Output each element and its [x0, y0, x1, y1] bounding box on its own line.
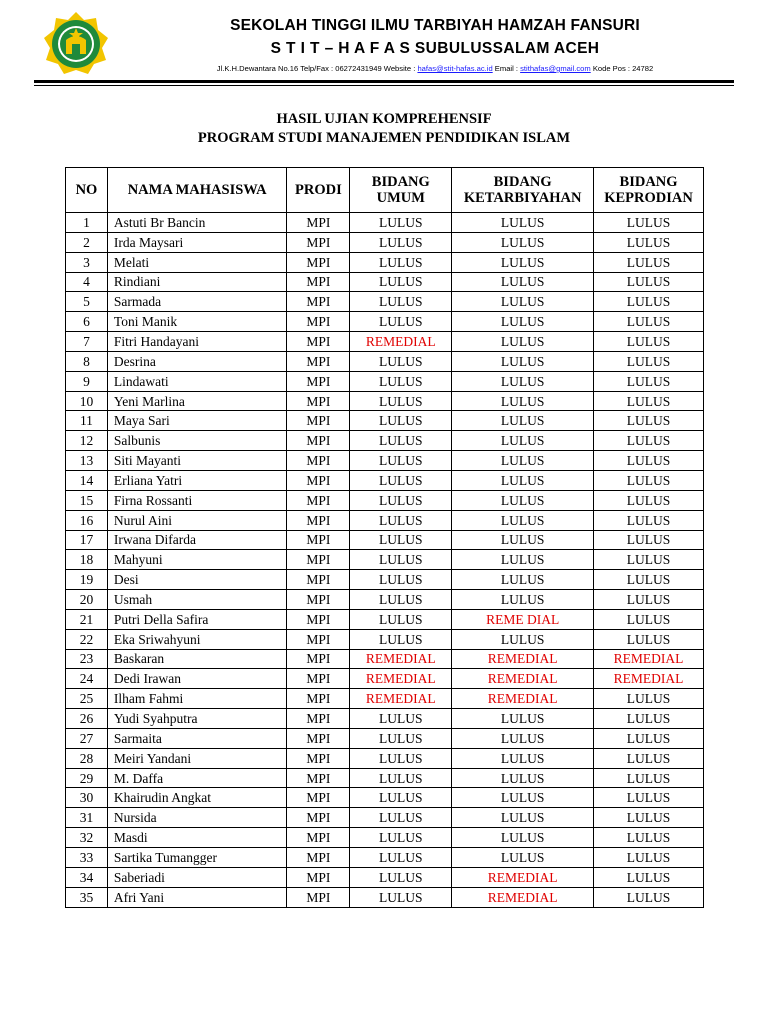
- cell-bidang-ketarbiyahan: LULUS: [452, 490, 594, 510]
- cell-bidang-ketarbiyahan: REME DIAL: [452, 609, 594, 629]
- cell-prodi: MPI: [287, 808, 350, 828]
- cell-no: 21: [66, 609, 108, 629]
- cell-bidang-umum: LULUS: [350, 292, 452, 312]
- institution-emblem-icon: [42, 10, 110, 78]
- cell-bidang-ketarbiyahan: LULUS: [452, 431, 594, 451]
- cell-prodi: MPI: [287, 768, 350, 788]
- cell-no: 29: [66, 768, 108, 788]
- cell-prodi: MPI: [287, 332, 350, 352]
- cell-prodi: MPI: [287, 312, 350, 332]
- cell-bidang-ketarbiyahan: LULUS: [452, 470, 594, 490]
- cell-name: Ilham Fahmi: [107, 689, 287, 709]
- cell-name: Maya Sari: [107, 411, 287, 431]
- cell-name: Nursida: [107, 808, 287, 828]
- cell-prodi: MPI: [287, 272, 350, 292]
- column-header-bidang-keprodian: BIDANG KEPRODIAN: [594, 168, 704, 213]
- postal-code-text: Kode Pos : 24782: [590, 64, 654, 73]
- cell-name: Astuti Br Bancin: [107, 213, 287, 233]
- cell-bidang-umum: LULUS: [350, 609, 452, 629]
- cell-prodi: MPI: [287, 748, 350, 768]
- cell-bidang-ketarbiyahan: LULUS: [452, 530, 594, 550]
- cell-bidang-keprodian: LULUS: [594, 788, 704, 808]
- cell-no: 12: [66, 431, 108, 451]
- cell-bidang-ketarbiyahan: LULUS: [452, 788, 594, 808]
- cell-no: 9: [66, 371, 108, 391]
- cell-bidang-ketarbiyahan: LULUS: [452, 570, 594, 590]
- cell-prodi: MPI: [287, 470, 350, 490]
- cell-bidang-keprodian: LULUS: [594, 292, 704, 312]
- cell-bidang-keprodian: LULUS: [594, 748, 704, 768]
- cell-bidang-ketarbiyahan: REMEDIAL: [452, 867, 594, 887]
- institution-name: SEKOLAH TINGGI ILMU TARBIYAH HAMZAH FANSURI: [230, 17, 640, 34]
- cell-prodi: MPI: [287, 451, 350, 471]
- cell-bidang-keprodian: LULUS: [594, 689, 704, 709]
- cell-bidang-keprodian: LULUS: [594, 351, 704, 371]
- cell-prodi: MPI: [287, 213, 350, 233]
- cell-name: Eka Sriwahyuni: [107, 629, 287, 649]
- cell-name: Erliana Yatri: [107, 470, 287, 490]
- title-line-1: HASIL UJIAN KOMPREHENSIF: [276, 111, 492, 127]
- cell-bidang-keprodian: LULUS: [594, 431, 704, 451]
- cell-bidang-umum: REMEDIAL: [350, 332, 452, 352]
- cell-bidang-umum: LULUS: [350, 550, 452, 570]
- cell-no: 7: [66, 332, 108, 352]
- cell-bidang-ketarbiyahan: LULUS: [452, 391, 594, 411]
- letterhead-divider: [34, 80, 734, 83]
- cell-bidang-umum: LULUS: [350, 570, 452, 590]
- cell-bidang-ketarbiyahan: LULUS: [452, 808, 594, 828]
- cell-bidang-umum: LULUS: [350, 848, 452, 868]
- cell-prodi: MPI: [287, 530, 350, 550]
- cell-bidang-umum: LULUS: [350, 629, 452, 649]
- cell-bidang-umum: LULUS: [350, 748, 452, 768]
- document-title: [0, 110, 768, 148]
- cell-bidang-ketarbiyahan: REMEDIAL: [452, 689, 594, 709]
- cell-name: Usmah: [107, 590, 287, 610]
- cell-bidang-ketarbiyahan: LULUS: [452, 351, 594, 371]
- cell-no: 20: [66, 590, 108, 610]
- cell-prodi: MPI: [287, 728, 350, 748]
- cell-bidang-ketarbiyahan: LULUS: [452, 451, 594, 471]
- cell-bidang-keprodian: LULUS: [594, 451, 704, 471]
- cell-bidang-ketarbiyahan: LULUS: [452, 510, 594, 530]
- cell-no: 4: [66, 272, 108, 292]
- cell-bidang-umum: LULUS: [350, 788, 452, 808]
- cell-name: Saberiadi: [107, 867, 287, 887]
- cell-bidang-umum: LULUS: [350, 411, 452, 431]
- cell-bidang-ketarbiyahan: LULUS: [452, 332, 594, 352]
- cell-name: Masdi: [107, 828, 287, 848]
- cell-bidang-ketarbiyahan: LULUS: [452, 550, 594, 570]
- column-header-bidang-ketarbiyahan: BIDANG KETARBIYAHAN: [452, 168, 594, 213]
- cell-prodi: MPI: [287, 490, 350, 510]
- cell-no: 3: [66, 252, 108, 272]
- institution-subtitle: S T I T – H A F A S SUBULUSSALAM ACEH: [270, 40, 600, 57]
- cell-name: Siti Mayanti: [107, 451, 287, 471]
- cell-prodi: MPI: [287, 351, 350, 371]
- cell-no: 25: [66, 689, 108, 709]
- cell-prodi: MPI: [287, 590, 350, 610]
- cell-prodi: MPI: [287, 371, 350, 391]
- email-label: Email :: [492, 64, 521, 73]
- cell-name: Sarmada: [107, 292, 287, 312]
- cell-name: Irda Maysari: [107, 232, 287, 252]
- cell-bidang-keprodian: LULUS: [594, 550, 704, 570]
- cell-prodi: MPI: [287, 848, 350, 868]
- cell-no: 31: [66, 808, 108, 828]
- cell-no: 35: [66, 887, 108, 907]
- cell-no: 5: [66, 292, 108, 312]
- cell-prodi: MPI: [287, 788, 350, 808]
- cell-bidang-ketarbiyahan: REMEDIAL: [452, 669, 594, 689]
- cell-no: 28: [66, 748, 108, 768]
- cell-no: 16: [66, 510, 108, 530]
- cell-bidang-keprodian: LULUS: [594, 570, 704, 590]
- cell-no: 34: [66, 867, 108, 887]
- cell-name: Khairudin Angkat: [107, 788, 287, 808]
- cell-name: Meiri Yandani: [107, 748, 287, 768]
- cell-prodi: MPI: [287, 292, 350, 312]
- cell-bidang-ketarbiyahan: LULUS: [452, 768, 594, 788]
- address-text: Jl.K.H.Dewantara No.16 Telp/Fax : 06272431949 Website :: [216, 64, 418, 73]
- cell-no: 13: [66, 451, 108, 471]
- cell-name: Sartika Tumangger: [107, 848, 287, 868]
- results-table: [65, 167, 704, 907]
- cell-bidang-ketarbiyahan: LULUS: [452, 709, 594, 729]
- cell-bidang-umum: LULUS: [350, 887, 452, 907]
- cell-name: Firna Rossanti: [107, 490, 287, 510]
- institution-contact: [120, 64, 750, 74]
- cell-prodi: MPI: [287, 570, 350, 590]
- cell-bidang-ketarbiyahan: REMEDIAL: [452, 649, 594, 669]
- cell-bidang-keprodian: LULUS: [594, 848, 704, 868]
- cell-no: 10: [66, 391, 108, 411]
- cell-no: 33: [66, 848, 108, 868]
- cell-prodi: MPI: [287, 649, 350, 669]
- cell-name: Baskaran: [107, 649, 287, 669]
- cell-name: Melati: [107, 252, 287, 272]
- cell-bidang-keprodian: LULUS: [594, 332, 704, 352]
- cell-bidang-umum: LULUS: [350, 213, 452, 233]
- table-body: [66, 213, 704, 908]
- cell-bidang-umum: LULUS: [350, 232, 452, 252]
- cell-prodi: MPI: [287, 828, 350, 848]
- cell-bidang-ketarbiyahan: LULUS: [452, 828, 594, 848]
- cell-prodi: MPI: [287, 232, 350, 252]
- cell-bidang-keprodian: LULUS: [594, 391, 704, 411]
- cell-name: Irwana Difarda: [107, 530, 287, 550]
- cell-name: Desrina: [107, 351, 287, 371]
- cell-bidang-umum: LULUS: [350, 431, 452, 451]
- cell-prodi: MPI: [287, 629, 350, 649]
- cell-bidang-ketarbiyahan: LULUS: [452, 590, 594, 610]
- cell-bidang-keprodian: LULUS: [594, 272, 704, 292]
- cell-bidang-umum: LULUS: [350, 490, 452, 510]
- cell-name: M. Daffa: [107, 768, 287, 788]
- cell-bidang-keprodian: LULUS: [594, 828, 704, 848]
- cell-bidang-keprodian: LULUS: [594, 232, 704, 252]
- cell-bidang-umum: LULUS: [350, 351, 452, 371]
- cell-bidang-umum: LULUS: [350, 272, 452, 292]
- cell-bidang-umum: LULUS: [350, 391, 452, 411]
- cell-no: 27: [66, 728, 108, 748]
- cell-bidang-umum: LULUS: [350, 867, 452, 887]
- cell-name: Yeni Marlina: [107, 391, 287, 411]
- column-header-name: NAMA MAHASISWA: [107, 168, 287, 213]
- cell-prodi: MPI: [287, 550, 350, 570]
- cell-bidang-umum: LULUS: [350, 312, 452, 332]
- cell-no: 22: [66, 629, 108, 649]
- cell-bidang-keprodian: LULUS: [594, 629, 704, 649]
- cell-no: 30: [66, 788, 108, 808]
- cell-prodi: MPI: [287, 252, 350, 272]
- cell-bidang-keprodian: REMEDIAL: [594, 649, 704, 669]
- cell-bidang-ketarbiyahan: LULUS: [452, 371, 594, 391]
- cell-bidang-ketarbiyahan: LULUS: [452, 232, 594, 252]
- cell-bidang-keprodian: REMEDIAL: [594, 669, 704, 689]
- cell-no: 11: [66, 411, 108, 431]
- cell-bidang-umum: REMEDIAL: [350, 669, 452, 689]
- cell-no: 14: [66, 470, 108, 490]
- cell-name: Afri Yani: [107, 887, 287, 907]
- cell-bidang-umum: LULUS: [350, 371, 452, 391]
- cell-bidang-keprodian: LULUS: [594, 490, 704, 510]
- cell-bidang-keprodian: LULUS: [594, 867, 704, 887]
- cell-no: 1: [66, 213, 108, 233]
- cell-prodi: MPI: [287, 887, 350, 907]
- cell-name: Yudi Syahputra: [107, 709, 287, 729]
- cell-name: Rindiani: [107, 272, 287, 292]
- cell-no: 17: [66, 530, 108, 550]
- cell-name: Putri Della Safira: [107, 609, 287, 629]
- cell-prodi: MPI: [287, 411, 350, 431]
- cell-bidang-keprodian: LULUS: [594, 887, 704, 907]
- cell-bidang-umum: LULUS: [350, 828, 452, 848]
- cell-no: 19: [66, 570, 108, 590]
- cell-bidang-umum: LULUS: [350, 709, 452, 729]
- cell-prodi: MPI: [287, 669, 350, 689]
- cell-prodi: MPI: [287, 609, 350, 629]
- cell-no: 2: [66, 232, 108, 252]
- column-header-no: NO: [66, 168, 108, 213]
- website-link[interactable]: hafas@stit-hafas.ac.id: [417, 64, 493, 73]
- cell-bidang-ketarbiyahan: LULUS: [452, 252, 594, 272]
- cell-prodi: MPI: [287, 689, 350, 709]
- cell-bidang-umum: LULUS: [350, 451, 452, 471]
- cell-name: Mahyuni: [107, 550, 287, 570]
- cell-name: Toni Manik: [107, 312, 287, 332]
- cell-name: Desi: [107, 570, 287, 590]
- cell-bidang-umum: REMEDIAL: [350, 649, 452, 669]
- cell-bidang-keprodian: LULUS: [594, 252, 704, 272]
- cell-no: 24: [66, 669, 108, 689]
- cell-bidang-ketarbiyahan: LULUS: [452, 848, 594, 868]
- cell-bidang-ketarbiyahan: LULUS: [452, 213, 594, 233]
- cell-prodi: MPI: [287, 391, 350, 411]
- cell-prodi: MPI: [287, 867, 350, 887]
- cell-bidang-umum: LULUS: [350, 470, 452, 490]
- cell-bidang-keprodian: LULUS: [594, 768, 704, 788]
- cell-bidang-keprodian: LULUS: [594, 371, 704, 391]
- column-header-prodi: PRODI: [287, 168, 350, 213]
- column-header-bidang-umum: BIDANG UMUM: [350, 168, 452, 213]
- cell-bidang-ketarbiyahan: LULUS: [452, 728, 594, 748]
- cell-prodi: MPI: [287, 431, 350, 451]
- cell-bidang-keprodian: LULUS: [594, 312, 704, 332]
- cell-name: Lindawati: [107, 371, 287, 391]
- cell-bidang-keprodian: LULUS: [594, 728, 704, 748]
- cell-bidang-umum: LULUS: [350, 590, 452, 610]
- cell-no: 26: [66, 709, 108, 729]
- cell-bidang-umum: REMEDIAL: [350, 689, 452, 709]
- cell-no: 6: [66, 312, 108, 332]
- cell-name: Salbunis: [107, 431, 287, 451]
- letterhead-divider-thin: [34, 85, 734, 86]
- cell-name: Sarmaita: [107, 728, 287, 748]
- cell-name: Fitri Handayani: [107, 332, 287, 352]
- table-header-row: [66, 168, 704, 213]
- cell-bidang-ketarbiyahan: REMEDIAL: [452, 887, 594, 907]
- cell-bidang-keprodian: LULUS: [594, 609, 704, 629]
- cell-no: 8: [66, 351, 108, 371]
- cell-bidang-umum: LULUS: [350, 530, 452, 550]
- cell-bidang-umum: LULUS: [350, 808, 452, 828]
- cell-name: Nurul Aini: [107, 510, 287, 530]
- cell-bidang-keprodian: LULUS: [594, 411, 704, 431]
- cell-bidang-ketarbiyahan: LULUS: [452, 292, 594, 312]
- cell-no: 23: [66, 649, 108, 669]
- cell-bidang-ketarbiyahan: LULUS: [452, 629, 594, 649]
- cell-bidang-keprodian: LULUS: [594, 808, 704, 828]
- cell-bidang-ketarbiyahan: LULUS: [452, 312, 594, 332]
- letterhead: [120, 16, 750, 74]
- cell-bidang-keprodian: LULUS: [594, 510, 704, 530]
- cell-bidang-keprodian: LULUS: [594, 709, 704, 729]
- cell-bidang-ketarbiyahan: LULUS: [452, 748, 594, 768]
- cell-prodi: MPI: [287, 709, 350, 729]
- cell-bidang-keprodian: LULUS: [594, 213, 704, 233]
- cell-no: 32: [66, 828, 108, 848]
- cell-bidang-umum: LULUS: [350, 768, 452, 788]
- cell-bidang-ketarbiyahan: LULUS: [452, 411, 594, 431]
- cell-prodi: MPI: [287, 510, 350, 530]
- cell-bidang-keprodian: LULUS: [594, 470, 704, 490]
- cell-bidang-umum: LULUS: [350, 728, 452, 748]
- cell-bidang-umum: LULUS: [350, 510, 452, 530]
- cell-bidang-keprodian: LULUS: [594, 590, 704, 610]
- title-line-2: PROGRAM STUDI MANAJEMEN PENDIDIKAN ISLAM: [197, 130, 571, 146]
- cell-bidang-keprodian: LULUS: [594, 530, 704, 550]
- cell-bidang-ketarbiyahan: LULUS: [452, 272, 594, 292]
- cell-name: Dedi Irawan: [107, 669, 287, 689]
- cell-no: 15: [66, 490, 108, 510]
- cell-bidang-umum: LULUS: [350, 252, 452, 272]
- cell-no: 18: [66, 550, 108, 570]
- email-link[interactable]: stithafas@gmail.com: [520, 64, 591, 73]
